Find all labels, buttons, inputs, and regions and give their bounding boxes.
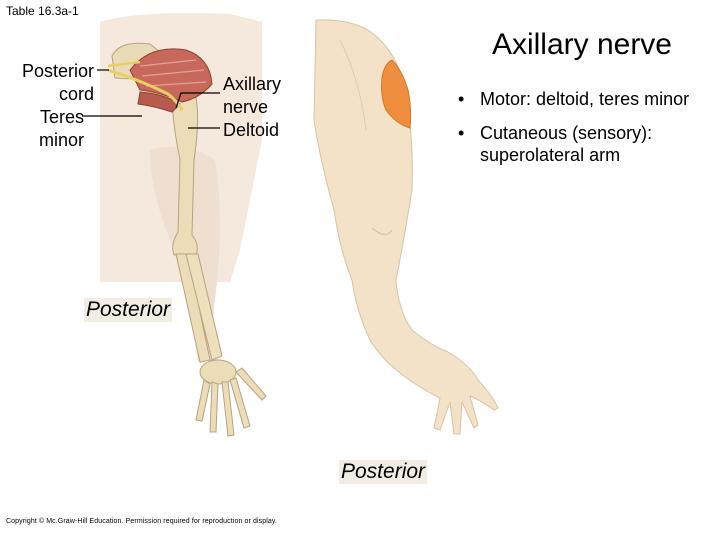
surface-view-figure (314, 20, 498, 434)
bullet-list (458, 88, 698, 178)
page-title: Axillary nerve (491, 28, 672, 61)
label-teres-minor: Teres minor (38, 107, 84, 150)
view-label-surface: Posterior (341, 460, 426, 483)
bullet-motor: • Motor: deltoid, teres minor (458, 88, 698, 110)
view-label-skeleton: Posterior (86, 298, 171, 321)
label-posterior-cord: Posterior cord (21, 61, 94, 104)
label-deltoid: Deltoid (223, 120, 280, 140)
label-axillary-nerve: Axillary nerve (223, 74, 282, 117)
copyright-notice: Copyright © Mc.Graw-Hill Education. Permission required for reproduction or display. (6, 518, 277, 525)
bullet-cutaneous: • Cutaneous (sensory): superolateral arm (458, 122, 698, 166)
arm-surface (314, 20, 498, 434)
slide-tag: Table 16.3a-1 (6, 4, 79, 18)
